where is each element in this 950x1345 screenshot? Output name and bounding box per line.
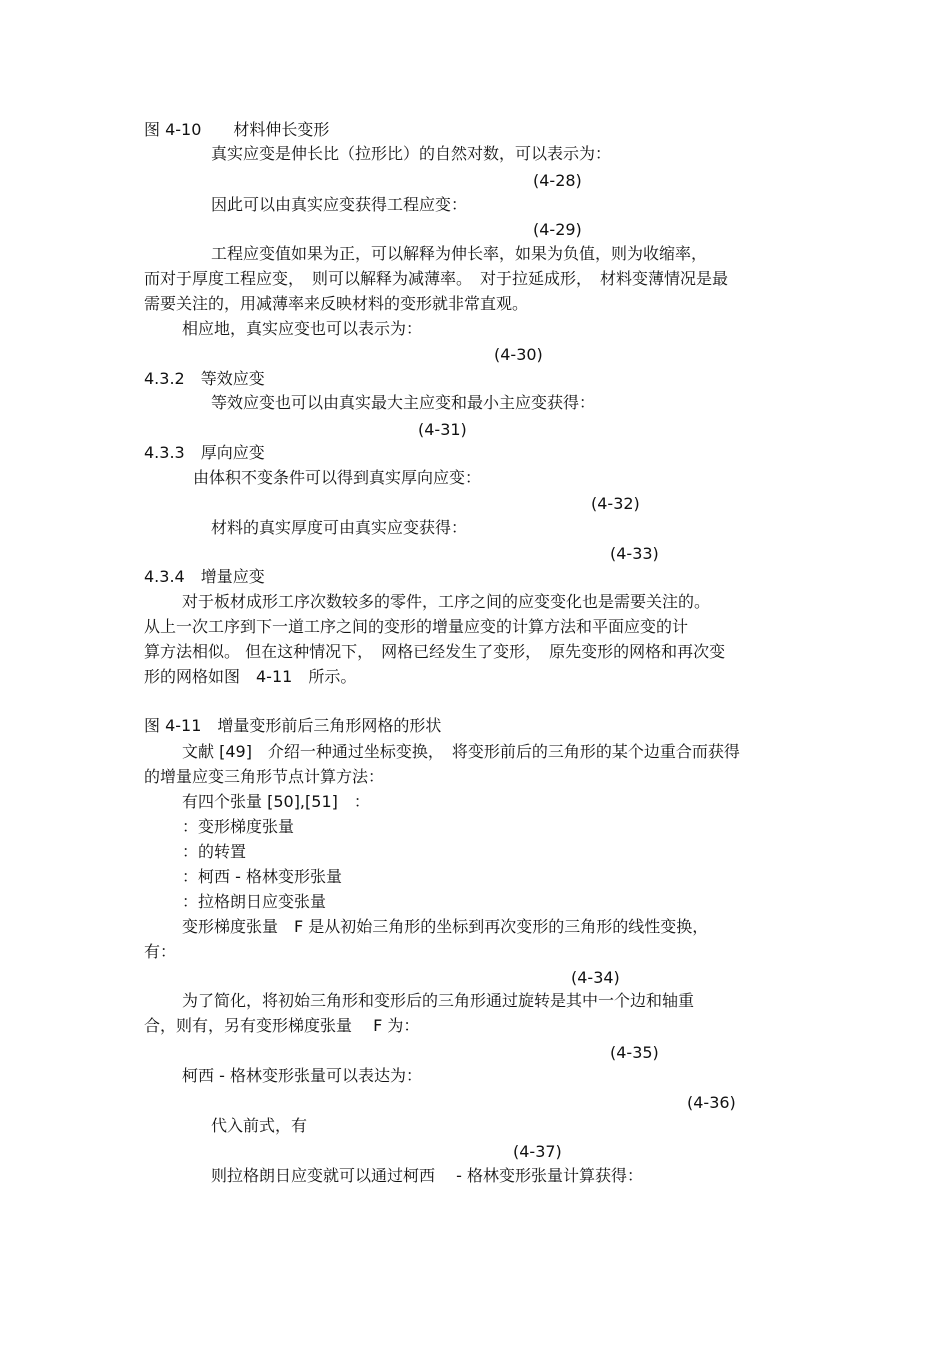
paragraph-line: 由体积不变条件可以得到真实厚向应变： bbox=[193, 468, 482, 487]
equation-number: (4-33) bbox=[610, 544, 659, 563]
section-heading: 4.3.4 增量应变 bbox=[144, 567, 265, 586]
paragraph-line: 变形梯度张量 F 是从初始三角形的坐标到再次变形的三角形的线性变换， bbox=[182, 917, 709, 936]
equation-number: (4-30) bbox=[494, 345, 543, 364]
paragraph-line: 文献 [49] 介绍一种通过坐标变换， 将变形前后的三角形的某个边重合而获得 bbox=[182, 742, 740, 761]
paragraph-line: 从上一次工序到下一道工序之间的变形的增量应变的计算方法和平面应变的计 bbox=[144, 617, 689, 636]
definition-item: ：的转置 bbox=[182, 842, 247, 861]
paragraph-line: 有四个张量 [50],[51] ： bbox=[182, 792, 370, 811]
equation-number: (4-34) bbox=[571, 968, 620, 987]
paragraph-line: 真实应变是伸长比（拉形比）的自然对数，可以表示为： bbox=[211, 144, 612, 163]
paragraph-line: 需要关注的，用减薄率来反映材料的变形就非常直观。 bbox=[144, 294, 529, 313]
paragraph-line: 合，则有，另有变形梯度张量 F 为： bbox=[144, 1016, 420, 1035]
paragraph-line: 等效应变也可以由真实最大主应变和最小主应变获得： bbox=[211, 393, 596, 412]
equation-number: (4-35) bbox=[610, 1043, 659, 1062]
equation-number: (4-37) bbox=[513, 1142, 562, 1161]
definition-item: ：柯西 - 格林变形张量 bbox=[182, 867, 342, 886]
figure-caption-4-10: 图 4-10 材料伸长变形 bbox=[144, 120, 330, 139]
paragraph-line: 代入前式，有 bbox=[211, 1116, 308, 1135]
paragraph-line: 有： bbox=[144, 942, 177, 961]
section-heading: 4.3.2 等效应变 bbox=[144, 369, 265, 388]
equation-number: (4-29) bbox=[533, 220, 582, 239]
figure-caption-4-11: 图 4-11 增量变形前后三角形网格的形状 bbox=[144, 716, 442, 735]
section-heading: 4.3.3 厚向应变 bbox=[144, 443, 265, 462]
paragraph-line: 而对于厚度工程应变， 则可以解释为减薄率。 对于拉延成形， 材料变薄情况是最 bbox=[144, 269, 729, 288]
equation-number: (4-28) bbox=[533, 171, 582, 190]
paragraph-line: 对于板材成形工序次数较多的零件，工序之间的应变变化也是需要关注的。 bbox=[182, 592, 711, 611]
paragraph-line: 算方法相似。 但在这种情况下， 网格已经发生了变形， 原先变形的网格和再次变 bbox=[144, 642, 726, 661]
paragraph-line: 工程应变值如果为正，可以解释为伸长率，如果为负值，则为收缩率， bbox=[211, 244, 708, 263]
paragraph-line: 柯西 - 格林变形张量可以表达为： bbox=[182, 1066, 422, 1085]
equation-number: (4-31) bbox=[418, 420, 467, 439]
paragraph-line: 形的网格如图 4-11 所示。 bbox=[144, 667, 357, 686]
definition-item: ：拉格朗日应变张量 bbox=[182, 892, 327, 911]
paragraph-line: 的增量应变三角形节点计算方法： bbox=[144, 767, 385, 786]
paragraph-line: 为了简化，将初始三角形和变形后的三角形通过旋转是其中一个边和轴重 bbox=[182, 991, 695, 1010]
paragraph-line: 材料的真实厚度可由真实应变获得： bbox=[211, 518, 468, 537]
definition-item: ：变形梯度张量 bbox=[182, 817, 295, 836]
equation-number: (4-32) bbox=[591, 494, 640, 513]
equation-number: (4-36) bbox=[687, 1093, 736, 1112]
paragraph-line: 因此可以由真实应变获得工程应变： bbox=[211, 195, 468, 214]
paragraph-line: 则拉格朗日应变就可以通过柯西 - 格林变形张量计算获得： bbox=[211, 1166, 643, 1185]
paragraph-line: 相应地，真实应变也可以表示为： bbox=[182, 319, 423, 338]
